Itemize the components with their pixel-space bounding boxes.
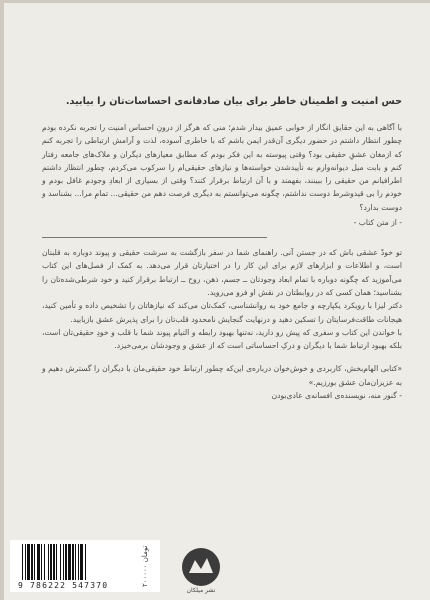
excerpt-paragraph: با آگاهی به این حقایق انگار از خوابی عمیق بیدار شدم؛ منی که هرگز از درونِ احساس امنیت را تجربه نکرده بودم چطور انتظار داشتم در حضور دیگری آن‌قدر ایمن باشم که با خاطری آسوده، لذت و آرامش ارتباطی را تجربه کنم که ازمغان عشقِ حقیقی بود؟ وقتی پیوسته به این فکر بودم که مطابق معیارهای دیگران و ملاک‌های جامعه رفتار کنم و بابت میل دیوانه‌وارم به تأییدشدن خواسته‌ها و نیازهای حقیقی‌ام را سرکوب می‌کردم، چطور انتظار داشتم اطرافیانم من حقیقی را ببینند، بفهمند و با آن ارتباط برقرار کنند؟ وقتی از بسیاری از ابعادِ وجودم غافل بودم و خودم را بی قیدوشرط دوست نداشتم، چگونه می‌توانستم به دیگری فرصت دهم من حقیقی... تمامِ مرا... بشناسد و دوست بدارد؟ bbox=[42, 123, 402, 212]
back-cover-text bbox=[42, 95, 402, 402]
barcode-bar bbox=[41, 544, 42, 580]
barcode-bar bbox=[75, 544, 76, 580]
description-paragraph-1: تو خودْ عشقی باش که در جستن آنی. راهنمای شما در سفر بازگشت به سرشت حقیقی و پیوند دوباره به قلبتان است، و اطلاعات و ابزارهای لازم برای این کار را در اختیارتان قرار می‌دهد. به کمک ار فصل‌های این کتاب می‌آموزید که چگونه دوباره با تمام ابعاد وجودتان ــ جسم، ذهن، روح ــ ارتباط برقرار کنید و خود شرطی‌شده‌تان را بشناسید؛ همان کسی که در روابطتان در نقش او فرو می‌روید. bbox=[42, 248, 402, 297]
barcode-bar bbox=[48, 544, 49, 580]
divider-line bbox=[42, 237, 267, 238]
barcode-bar bbox=[44, 544, 45, 580]
headline: حس امنیت و اطمینان خاطر برای بیان صادقانه‌ی احساسات‌تان را بیابید. bbox=[65, 96, 402, 107]
barcode-bar bbox=[60, 544, 61, 580]
description-paragraph-3: با خواندن این کتاب و سفری که پیش رو دارید، نه‌تنها بهبود رابطه و التیام پیوند شما با قلب و خودِ حقیقی‌تان است، بلکه بهبود ارتباط شما با دیگران و درکِ احساساتی است که از عشق و وجودشان برمی‌خیزد. bbox=[42, 327, 402, 351]
barcode-bar bbox=[50, 544, 52, 580]
barcode-bar bbox=[34, 544, 35, 580]
isbn-barcode-box bbox=[10, 540, 160, 592]
barcode-bar bbox=[65, 544, 67, 580]
barcode-bar bbox=[78, 544, 79, 580]
barcode-image bbox=[20, 544, 132, 580]
barcode-bar bbox=[85, 544, 86, 580]
barcode-bar bbox=[72, 544, 74, 580]
publisher-logo-icon bbox=[180, 546, 222, 588]
source-note: - از متن کتاب - bbox=[353, 218, 402, 228]
testimonial-author: - گنور منه، نویسنده‌ی افسانه‌ی عادی‌بودن bbox=[271, 391, 402, 401]
barcode-bar bbox=[56, 544, 57, 580]
barcode-bar bbox=[63, 544, 64, 580]
barcode-bar bbox=[80, 544, 83, 580]
barcode-bar bbox=[25, 544, 26, 580]
barcode-bar bbox=[27, 544, 30, 580]
price-label: ۲۰۰۰۰۰ تومان bbox=[141, 545, 149, 587]
publisher-logo-text: نشر میلکان bbox=[186, 587, 216, 594]
barcode-bar bbox=[37, 544, 40, 580]
barcode-bar bbox=[22, 544, 23, 580]
barcode-bar bbox=[31, 544, 33, 580]
description-paragraph-2: دکتر لیزا با رویکرد یکپارچه و جامع خود به روانشناسی، کمک‌تان می‌کند که نیازهاتان را تشخیص داده و تأمین کنید، هیجانات طاقت‌فرسایتان را تسکین دهید و درنهایت گنجایش نامحدود قلب‌تان را برای پذیرش عشق بازیابید. bbox=[42, 301, 402, 324]
barcode-bar bbox=[68, 544, 71, 580]
barcode-bar bbox=[53, 544, 55, 580]
testimonial-quote: «کتابی الهام‌بخش، کاربردی و خوش‌خوان درباره‌ی این‌که چطور ارتباط خود حقیقی‌مان با دیگران را گسترش دهیم و به عزیزان‌مان عشق بورزیم.» bbox=[42, 364, 402, 387]
isbn-number: 9 786222 547370 bbox=[18, 581, 109, 590]
